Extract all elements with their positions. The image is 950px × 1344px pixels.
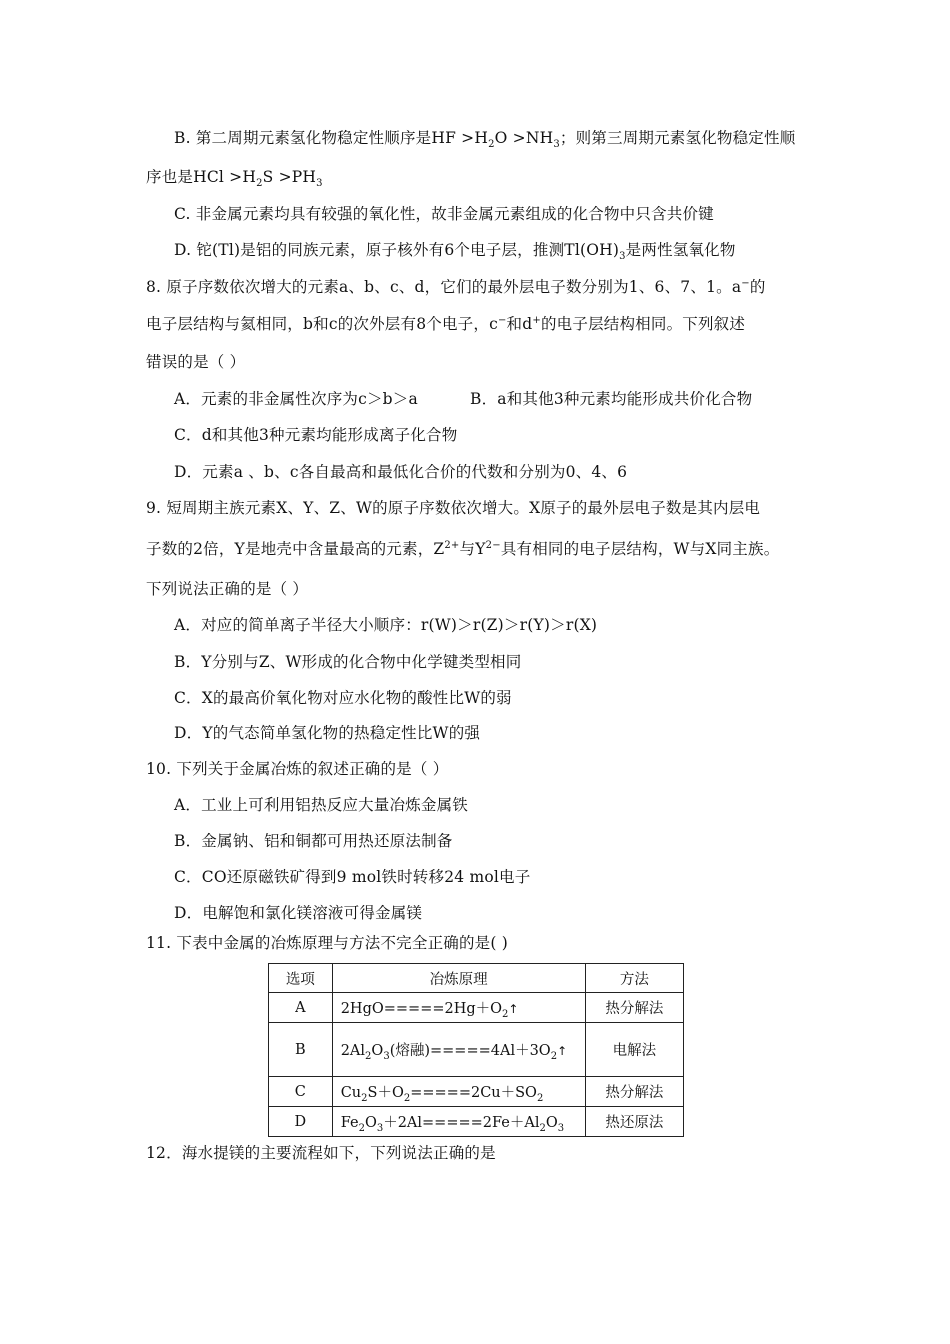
q8-stem-line2: 电子层结构与氦相同，b和c的次外层有8个电子，c−和d+的电子层结构相同。下列叙述 [146,314,746,333]
row-equation: $Cu_2S+O_2=====2Cu+SO_2$ [332,1077,585,1107]
q8-option-b: B．a和其他3种元素均能形成共价化合物 [470,390,753,408]
table-row [269,1107,684,1137]
q9-option-a: A．对应的简单离子半径大小顺序：r(W)＞r(Z)＞r(Y)＞r(X) [174,616,598,634]
row-method: 热还原法 [585,1107,683,1137]
q10-option-c: C．CO还原磁铁矿得到9 mol铁时转移24 mol电子 [174,868,531,886]
table-header-row [269,964,684,993]
q7-option-d: D. 铊(Tl)是铝的同族元素，原子核外有6个电子层，推测$Tl(OH)_3$是两性氢氧化物 [174,241,736,263]
q9-stem-line3: 下列说法正确的是（ ） [146,580,309,598]
row-option: D [269,1107,333,1137]
q8-option-c: C．d和其他3种元素均能形成离子化合物 [174,426,458,444]
row-method: 热分解法 [585,1077,683,1107]
row-equation: $2HgO=====2Hg+O_2↑$ [332,993,585,1023]
table-row [269,993,684,1023]
header-option: 选项 [269,964,333,993]
q9-stem-line2: 子数的2倍，Y是地壳中含量最高的元素，$Z^{2+}$与$Y^{2-}$具有相同的电子层结构，W与X同主族。 [146,539,780,558]
q7-option-b: B. 第二周期元素氢化物稳定性顺序是HF $>H_2O >NH_3$；则第三周期元素氢化物稳定性顺 [174,129,796,151]
row-option: A [269,993,333,1023]
q9-stem-line1: 9. 短周期主族元素X、Y、Z、W的原子序数依次增大。X原子的最外层电子数是其内层电 [146,499,761,517]
q8-stem-line1: 8. 原子序数依次增大的元素a、b、c、d，它们的最外层电子数分别为1、6、7、1。a−的 [146,277,766,296]
metallurgy-table [268,963,684,1137]
row-option: B [269,1023,333,1077]
row-method: 热分解法 [585,993,683,1023]
gas-arrow-icon: ↑ [508,1002,519,1016]
q11-stem: 11. 下表中金属的冶炼原理与方法不完全正确的是( ) [146,934,508,952]
q10-option-b: B．金属钠、铝和铜都可用热还原法制备 [174,832,453,850]
q10-stem: 10. 下列关于金属冶炼的叙述正确的是（ ） [146,760,449,778]
row-option: C [269,1077,333,1107]
q9-option-b: B．Y分别与Z、W形成的化合物中化学键类型相同 [174,653,522,671]
table-row [269,1077,684,1107]
q9-option-c: C．X的最高价氧化物对应水化物的酸性比W的弱 [174,689,512,707]
table-row [269,1023,684,1077]
q10-option-a: A．工业上可利用铝热反应大量冶炼金属铁 [174,796,468,814]
gas-arrow-icon: ↑ [557,1044,568,1058]
q7-option-b-continued: 序也是HCl $>H_2S >PH_3$ [146,168,323,190]
q8-option-a: A．元素的非金属性次序为c＞b＞a [174,390,418,408]
row-method: 电解法 [585,1023,683,1077]
row-equation: $2Al_2O_3$(熔融)$=====4Al+3O_2↑$ [332,1023,585,1077]
q8-option-d: D．元素a 、b、c各自最高和最低化合价的代数和分别为0、4、6 [174,463,628,481]
header-principle: 冶炼原理 [332,964,585,993]
q12-stem: 12．海水提镁的主要流程如下，下列说法正确的是 [146,1144,496,1162]
q7-option-c: C. 非金属元素均具有较强的氧化性，故非金属元素组成的化合物中只含共价键 [174,205,714,223]
q8-stem-line3: 错误的是（ ） [146,353,246,371]
row-equation: $Fe_2O_3+2Al=====2Fe+Al_2O_3$ [332,1107,585,1137]
header-method: 方法 [585,964,683,993]
q10-option-d: D．电解饱和氯化镁溶液可得金属镁 [174,904,423,922]
q9-option-d: D．Y的气态简单氢化物的热稳定性比W的强 [174,724,481,742]
